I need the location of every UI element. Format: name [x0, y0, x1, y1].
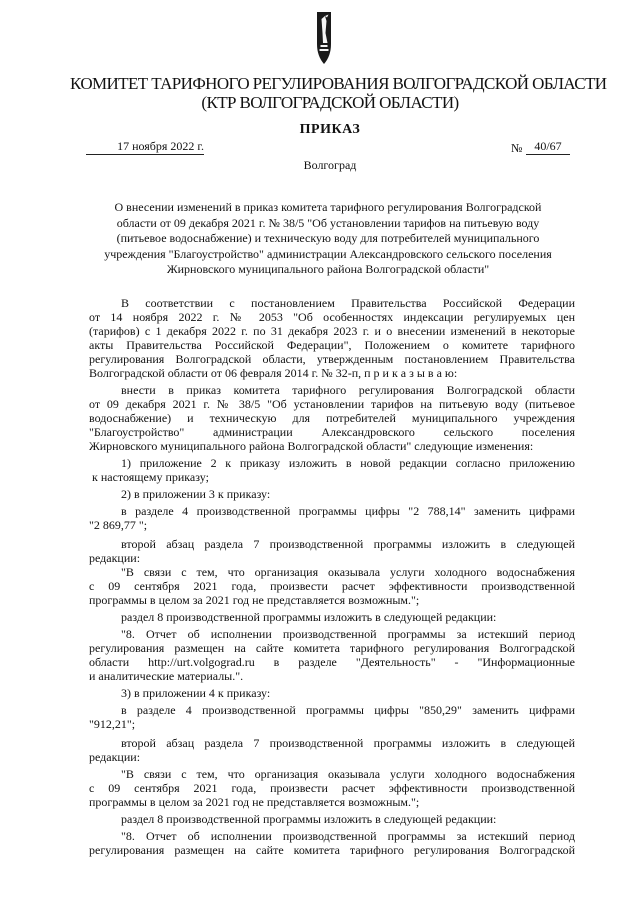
body-line: с 09 сентября 2021 года, произвести расчет эффективности производственной — [89, 781, 575, 795]
body-line: редакции: — [89, 750, 141, 764]
body-line: "2 869,77 "; — [89, 518, 148, 532]
body-line: второй абзац раздела 7 производственной программы изложить в следующей — [121, 537, 575, 551]
title-line: учреждения "Благоустройство" администрации Александровского сельского поселения — [104, 246, 552, 261]
body-line: программы в целом за 2021 год не представляется возможным."; — [89, 795, 420, 809]
body-line: программы в целом за 2021 год не представляется возможным."; — [89, 593, 420, 607]
body-line: и аналитические материалы.". — [89, 669, 244, 683]
title-line: области от 09 декабря 2021 г. № 38/5 "Об установлении тарифов на питьевую воду — [116, 215, 540, 230]
body-line: второй абзац раздела 7 производственной программы изложить в следующей — [121, 736, 575, 750]
body-line: редакции: — [89, 551, 141, 565]
document-title — [98, 200, 558, 278]
document-number: 40/67 — [526, 139, 570, 155]
body-line: "В связи с тем, что организация оказывала услуги холодного водоснабжения — [121, 767, 575, 781]
body-line: В соответствии с постановлением Правительства Российской Федерации — [121, 296, 575, 310]
body-line: от 09 декабря 2021 г. № 38/5 "Об установлении тарифов на питьевую воду (питьевое — [89, 397, 575, 411]
body-line: в разделе 4 производственной программы цифры "2 788,14" заменить цифрами — [121, 504, 575, 518]
body-line: Жирновского муниципального района Волгоградской области" следующие изменения: — [89, 439, 534, 453]
body-line: "8. Отчет об исполнении производственной программы за истекший период — [121, 829, 575, 843]
body-line: области http://urt.volgograd.ru в разделе "Деятельность" - "Информационные — [89, 655, 575, 669]
title-line: (питьевое водоснабжение) и техническую воду для потребителей муниципального — [116, 231, 540, 245]
organization-name: КОМИТЕТ ТАРИФНОГО РЕГУЛИРОВАНИЯ ВОЛГОГРАДСКОЙ ОБЛАСТИ — [70, 74, 607, 93]
body-line: "Благоустройство" администрации Александровского сельского поселения — [89, 425, 575, 439]
body-line: раздел 8 производственной программы изложить в следующей редакции: — [121, 812, 497, 826]
title-line: Жирновского муниципального района Волгоградской области" — [166, 262, 490, 276]
body-line: регулирования Волгоградской области, утвержденным постановлением Правительства — [89, 352, 575, 366]
body-line: "912,21"; — [89, 717, 136, 731]
body-line: Волгоградской области от 06 февраля 2014 г. № 32-п, п р и к а з ы в а ю: — [89, 366, 458, 380]
body-line: 1) приложение 2 к приказу изложить в новой редакции согласно приложению — [121, 456, 575, 470]
body-line: внести в приказ комитета тарифного регулирования Волгоградской области — [121, 383, 575, 397]
body-line: "8. Отчет об исполнении производственной программы за истекший период — [121, 627, 575, 641]
body-line: акты Правительства Российской Федерации", Положением о комитете тарифного — [89, 338, 575, 352]
body-line: 2) в приложении 3 к приказу: — [121, 487, 271, 501]
body-line: в разделе 4 производственной программы цифры "850,29" заменить цифрами — [121, 703, 575, 717]
body-line: "В связи с тем, что организация оказывала услуги холодного водоснабжения — [121, 565, 575, 579]
body-line: регулирования размещен на сайте комитета тарифного регулирования Волгоградской — [89, 641, 575, 655]
body-line: раздел 8 производственной программы изложить в следующей редакции: — [121, 610, 497, 624]
document-body — [89, 296, 575, 857]
body-line: к настоящему приказу; — [92, 470, 209, 484]
body-line: (тарифов) с 1 декабря 2022 г. по 31 декабря 2023 г. и о внесении изменений в некоторые — [89, 324, 575, 338]
body-line: водоснабжение) и техническую для потребителей муниципального учреждения — [89, 411, 575, 425]
body-line: от 14 ноября 2022 г. № 2053 "Об особенностях индексации регулируемых цен — [89, 310, 575, 324]
body-line: с 09 сентября 2021 года, произвести расчет эффективности производственной — [89, 579, 575, 593]
document-city: Волгоград — [303, 158, 357, 172]
document-date: 17 ноября 2022 г. — [86, 139, 204, 155]
volgograd-emblem-icon — [313, 10, 335, 66]
body-line: 3) в приложении 4 к приказу: — [121, 686, 271, 700]
document-type: ПРИКАЗ — [299, 122, 361, 137]
body-line: регулирования размещен на сайте комитета тарифного регулирования Волгоградской — [89, 843, 575, 857]
organization-short-name: (КТР ВОЛГОГРАДСКОЙ ОБЛАСТИ) — [201, 93, 459, 112]
number-label: № — [511, 141, 523, 155]
title-line: О внесении изменений в приказ комитета тарифного регулирования Волгоградской — [114, 200, 542, 214]
